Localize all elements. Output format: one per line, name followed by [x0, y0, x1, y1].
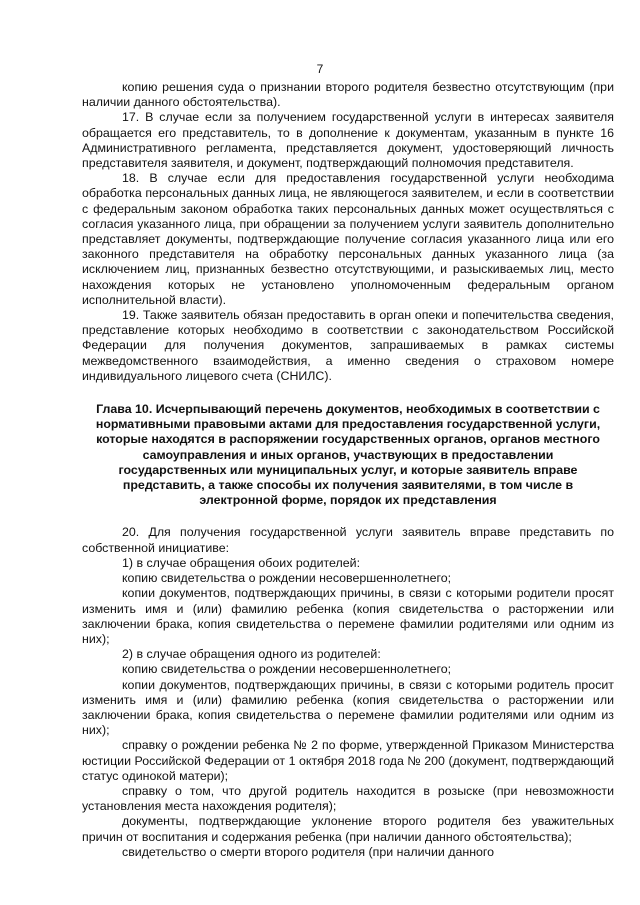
paragraph: 18. В случае если для предоставления государственной услуги необходима обработка персональных данных лица, не являющегося заявителем, и если в соответствии с федеральным законом обработка таких персональных данных может осуществляться с согласия указанного лица, при обращении за получением услуги заявитель дополнительно представляет документы, подтверждающие получение согласия указанного лица или его законного представителя на обработку персональных данных указанного лица (за исключением лиц, признанных безвестно отсутствующими, и разыскиваемых лиц, место нахождения которых не установлено уполномоченным федеральным органом исполнительной власти).	[82, 171, 614, 307]
list-item: документы, подтверждающие уклонение второго родителя без уважительных причин от воспитания и содержания ребенка (при наличии данного обстоятельства);	[82, 814, 614, 844]
document-body	[82, 80, 614, 860]
list-item: копию свидетельства о рождении несовершеннолетнего;	[122, 662, 452, 677]
list-item: копии документов, подтверждающих причины, в связи с которыми родители просят изменить имя и (или) фамилию ребенка (копия свидетельства о расторжении или заключении брака, копия свидетельства о перемене фамилии родителями или одним из них);	[82, 586, 614, 646]
page-number: 7	[316, 62, 324, 76]
list-item: 1) в случае обращения обоих родителей:	[122, 555, 361, 570]
list-item: свидетельство о смерти второго родителя (при наличии данного	[122, 844, 495, 859]
list-item: копию свидетельства о рождении несовершеннолетнего;	[122, 571, 452, 586]
list-item: справку о том, что другой родитель находится в розыске (при невозможности установления места нахождения родителя);	[82, 783, 614, 814]
paragraph: 17. В случае если за получением государственной услуги в интересах заявителя обращается его представитель, то в дополнение к документам, указанным в пункте 16 Административного регламента, представляется документ, удостоверяющий личность представителя заявителя, и документ, подтверждающий полномочия представителя.	[82, 110, 614, 171]
paragraph: копию решения суда о признании второго родителя безвестно отсутствующим (при наличии данного обстоятельства).	[82, 80, 614, 110]
list-item: 2) в случае обращения одного из родителей:	[122, 647, 381, 662]
list-item: справку о рождении ребенка № 2 по форме, утвержденной Приказом Министерства юстиции Российской Федерации от 1 октября 2018 года № 200 (документ, подтверждающий статус одинокой матери);	[82, 738, 614, 783]
chapter-heading: Глава 10. Исчерпывающий перечень документов, необходимых в соответствии с нормативными правовыми актами для предоставления государственной услуги, которые находятся в распоряжении государственных органов, органов местного самоуправления и иных органов, участвующих в предоставлении государственных или муниципальных услуг, и которые заявитель вправе представить, а также способы их получения заявителями, в том числе в электронной форме, порядок их представления	[95, 402, 601, 508]
paragraph: 20. Для получения государственной услуги заявитель вправе представить по собственной инициативе:	[82, 525, 614, 555]
paragraph: 19. Также заявитель обязан предоставить в орган опеки и попечительства сведения, представление которых необходимо в соответствии с законодательством Российской Федерации для получения документов, запрашиваемых в рамках системы межведомственного взаимодействия, а именно сведения о страховом номере индивидуального лицевого счета (СНИЛС).	[82, 308, 614, 383]
list-item: копии документов, подтверждающих причины, в связи с которыми родитель просит изменить имя и (или) фамилию ребенка (копия свидетельства о расторжении или заключении брака, копия свидетельства о перемене фамилии родителями или одним из них);	[82, 677, 614, 738]
